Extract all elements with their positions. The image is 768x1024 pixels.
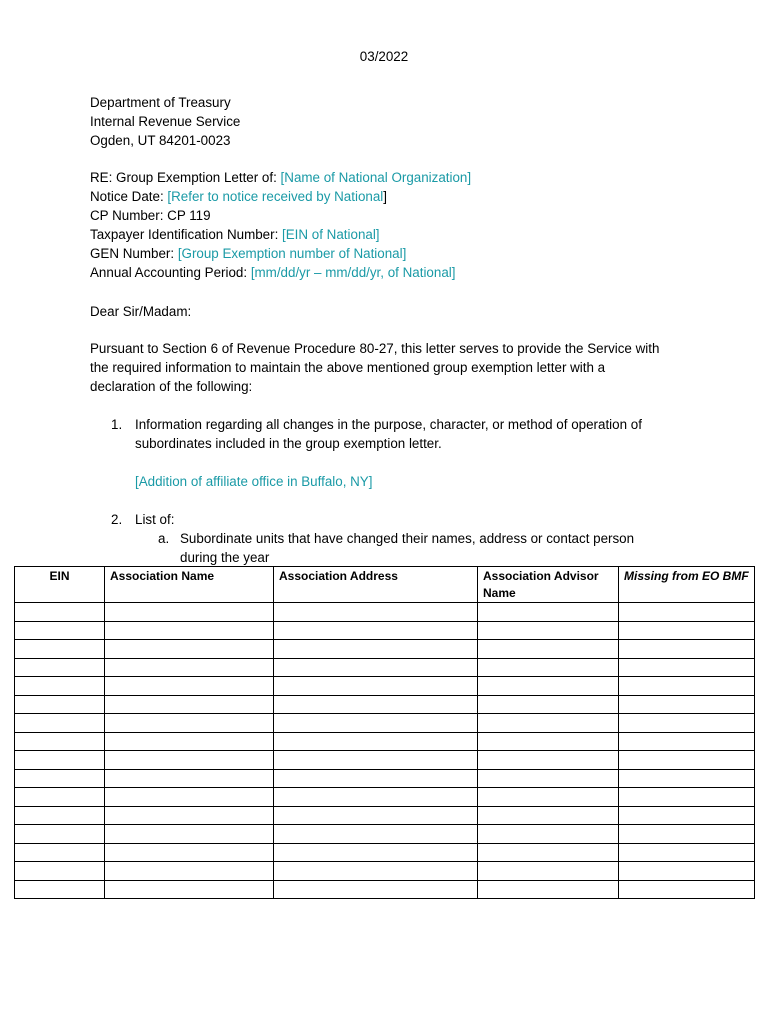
- item-2a-line-1: Subordinate units that have changed their names, address or contact person: [180, 531, 635, 546]
- table-cell[interactable]: [478, 751, 619, 770]
- table-cell[interactable]: [274, 843, 478, 862]
- gen-number-line: [90, 244, 471, 263]
- table-cell[interactable]: [105, 880, 274, 899]
- table-cell[interactable]: [274, 862, 478, 881]
- table-cell[interactable]: [15, 862, 105, 881]
- table-row: [15, 621, 755, 640]
- table-cell[interactable]: [619, 677, 755, 696]
- table-cell[interactable]: [274, 714, 478, 733]
- table-cell[interactable]: [105, 714, 274, 733]
- re-line: [90, 168, 471, 187]
- table-cell[interactable]: [619, 843, 755, 862]
- letter-date: 03/2022: [359, 49, 409, 64]
- table-cell[interactable]: [478, 677, 619, 696]
- table-cell[interactable]: [15, 640, 105, 659]
- table-row: [15, 732, 755, 751]
- item-1-placeholder: [Addition of affiliate office in Buffalo, NY]: [135, 474, 373, 489]
- table-cell[interactable]: [619, 603, 755, 622]
- table-cell[interactable]: [105, 621, 274, 640]
- table-row: [15, 862, 755, 881]
- gen-label: GEN Number:: [90, 246, 178, 261]
- table-row: [15, 788, 755, 807]
- list-item-2: [90, 510, 174, 529]
- item-2-number: 2.: [111, 512, 123, 527]
- table-cell[interactable]: [105, 806, 274, 825]
- table-cell[interactable]: [619, 825, 755, 844]
- cp-number-line: CP Number: CP 119: [90, 208, 211, 223]
- table-cell[interactable]: [619, 769, 755, 788]
- table-cell[interactable]: [105, 732, 274, 751]
- table-cell[interactable]: [478, 621, 619, 640]
- table-cell[interactable]: [15, 806, 105, 825]
- list-item-1: [90, 415, 642, 453]
- table-row: [15, 769, 755, 788]
- table-row: [15, 603, 755, 622]
- table-cell[interactable]: [15, 732, 105, 751]
- column-header-missing-from-eo-bmf: Missing from EO BMF: [619, 567, 755, 603]
- column-header-association-address: Association Address: [274, 567, 478, 603]
- table-row: [15, 806, 755, 825]
- table-cell[interactable]: [15, 880, 105, 899]
- table-cell[interactable]: [619, 732, 755, 751]
- table-cell[interactable]: [15, 621, 105, 640]
- notice-close-bracket: ]: [383, 189, 387, 204]
- table-row: [15, 751, 755, 770]
- notice-label: Notice Date:: [90, 189, 168, 204]
- table-cell[interactable]: [619, 880, 755, 899]
- table-cell[interactable]: [478, 788, 619, 807]
- column-header-advisor-name: Association Advisor Name: [478, 567, 619, 603]
- table-cell[interactable]: [105, 862, 274, 881]
- table-cell[interactable]: [274, 640, 478, 659]
- table-cell[interactable]: [274, 825, 478, 844]
- table-cell[interactable]: [105, 769, 274, 788]
- table-cell[interactable]: [478, 714, 619, 733]
- table-cell[interactable]: [274, 621, 478, 640]
- table-cell[interactable]: [619, 751, 755, 770]
- table-cell[interactable]: [274, 751, 478, 770]
- address-line-3: Ogden, UT 84201-0023: [90, 133, 231, 148]
- reference-block: [90, 168, 471, 282]
- re-placeholder: [Name of National Organization]: [280, 170, 472, 185]
- table-cell[interactable]: [15, 769, 105, 788]
- item-2a-line-2: during the year: [180, 550, 270, 565]
- item-1-line-2: subordinates included in the group exemption letter.: [135, 436, 442, 451]
- table-cell[interactable]: [15, 825, 105, 844]
- table-cell[interactable]: [619, 640, 755, 659]
- table-cell[interactable]: [105, 843, 274, 862]
- table-row: [15, 843, 755, 862]
- item-1-line-1: Information regarding all changes in the purpose, character, or method of operation of: [135, 417, 642, 432]
- table-body: [15, 603, 755, 899]
- table-cell[interactable]: [15, 658, 105, 677]
- table-cell[interactable]: [274, 880, 478, 899]
- table-cell[interactable]: [478, 658, 619, 677]
- address-line-2: Internal Revenue Service: [90, 114, 241, 129]
- table-cell[interactable]: [15, 714, 105, 733]
- recipient-address: [90, 93, 240, 150]
- tin-label: Taxpayer Identification Number:: [90, 227, 283, 242]
- notice-placeholder: [Refer to notice received by National: [167, 189, 384, 204]
- tin-placeholder: [EIN of National]: [282, 227, 380, 242]
- tin-line: [90, 225, 471, 244]
- table-cell[interactable]: [274, 806, 478, 825]
- table-cell[interactable]: [478, 603, 619, 622]
- item-2a-letter: a.: [158, 531, 170, 546]
- paragraph-line-1: Pursuant to Section 6 of Revenue Procedure 80-27, this letter serves to provide the Service with: [90, 341, 660, 356]
- item-2-text: List of:: [135, 512, 175, 527]
- table-header-row: [15, 567, 755, 603]
- paragraph-line-3: declaration of the following:: [90, 379, 253, 394]
- table-row: [15, 714, 755, 733]
- table-cell[interactable]: [15, 843, 105, 862]
- list-item-2a: [90, 529, 634, 567]
- table-cell[interactable]: [478, 695, 619, 714]
- paragraph-line-2: the required information to maintain the above mentioned group exemption letter with a: [90, 360, 606, 375]
- item-1-number: 1.: [111, 417, 123, 432]
- table-cell[interactable]: [619, 788, 755, 807]
- table-cell[interactable]: [105, 640, 274, 659]
- gen-placeholder: [Group Exemption number of National]: [177, 246, 407, 261]
- column-header-ein: EIN: [15, 567, 105, 603]
- table-cell[interactable]: [15, 788, 105, 807]
- intro-paragraph: [90, 339, 659, 396]
- table-row: [15, 825, 755, 844]
- table-cell[interactable]: [274, 603, 478, 622]
- table-row: [15, 640, 755, 659]
- aap-label: Annual Accounting Period:: [90, 265, 251, 280]
- re-label: RE: Group Exemption Letter of:: [90, 170, 281, 185]
- table-cell[interactable]: [274, 695, 478, 714]
- table-cell[interactable]: [105, 788, 274, 807]
- table-cell[interactable]: [105, 751, 274, 770]
- table-cell[interactable]: [105, 695, 274, 714]
- table-cell[interactable]: [274, 658, 478, 677]
- table-cell[interactable]: [478, 769, 619, 788]
- table-cell[interactable]: [15, 751, 105, 770]
- table-cell[interactable]: [478, 843, 619, 862]
- table-cell[interactable]: [15, 677, 105, 696]
- table-cell[interactable]: [274, 769, 478, 788]
- table-cell[interactable]: [478, 732, 619, 751]
- table-cell[interactable]: [105, 677, 274, 696]
- table-row: [15, 880, 755, 899]
- table-cell[interactable]: [15, 603, 105, 622]
- table-cell[interactable]: [274, 732, 478, 751]
- table-cell[interactable]: [619, 806, 755, 825]
- table-cell[interactable]: [478, 806, 619, 825]
- table-cell[interactable]: [478, 640, 619, 659]
- table-cell[interactable]: [619, 621, 755, 640]
- table-cell[interactable]: [478, 825, 619, 844]
- table-cell[interactable]: [478, 862, 619, 881]
- table-row: [15, 677, 755, 696]
- table-cell[interactable]: [478, 880, 619, 899]
- table-cell[interactable]: [15, 695, 105, 714]
- table-row: [15, 695, 755, 714]
- address-line-1: Department of Treasury: [90, 95, 231, 110]
- column-header-association-name: Association Name: [105, 567, 274, 603]
- table-cell[interactable]: [274, 677, 478, 696]
- accounting-period-line: [90, 263, 471, 282]
- salutation: Dear Sir/Madam:: [90, 304, 192, 319]
- table-cell[interactable]: [105, 658, 274, 677]
- aap-placeholder: [mm/dd/yr – mm/dd/yr, of National]: [250, 265, 456, 280]
- table-cell[interactable]: [619, 658, 755, 677]
- table-cell[interactable]: [619, 714, 755, 733]
- table-cell[interactable]: [619, 862, 755, 881]
- table-cell[interactable]: [274, 788, 478, 807]
- table-cell[interactable]: [105, 603, 274, 622]
- table-cell[interactable]: [619, 695, 755, 714]
- table-cell[interactable]: [105, 825, 274, 844]
- subordinate-units-table: [14, 566, 755, 899]
- table-row: [15, 658, 755, 677]
- notice-date-line: [90, 187, 471, 206]
